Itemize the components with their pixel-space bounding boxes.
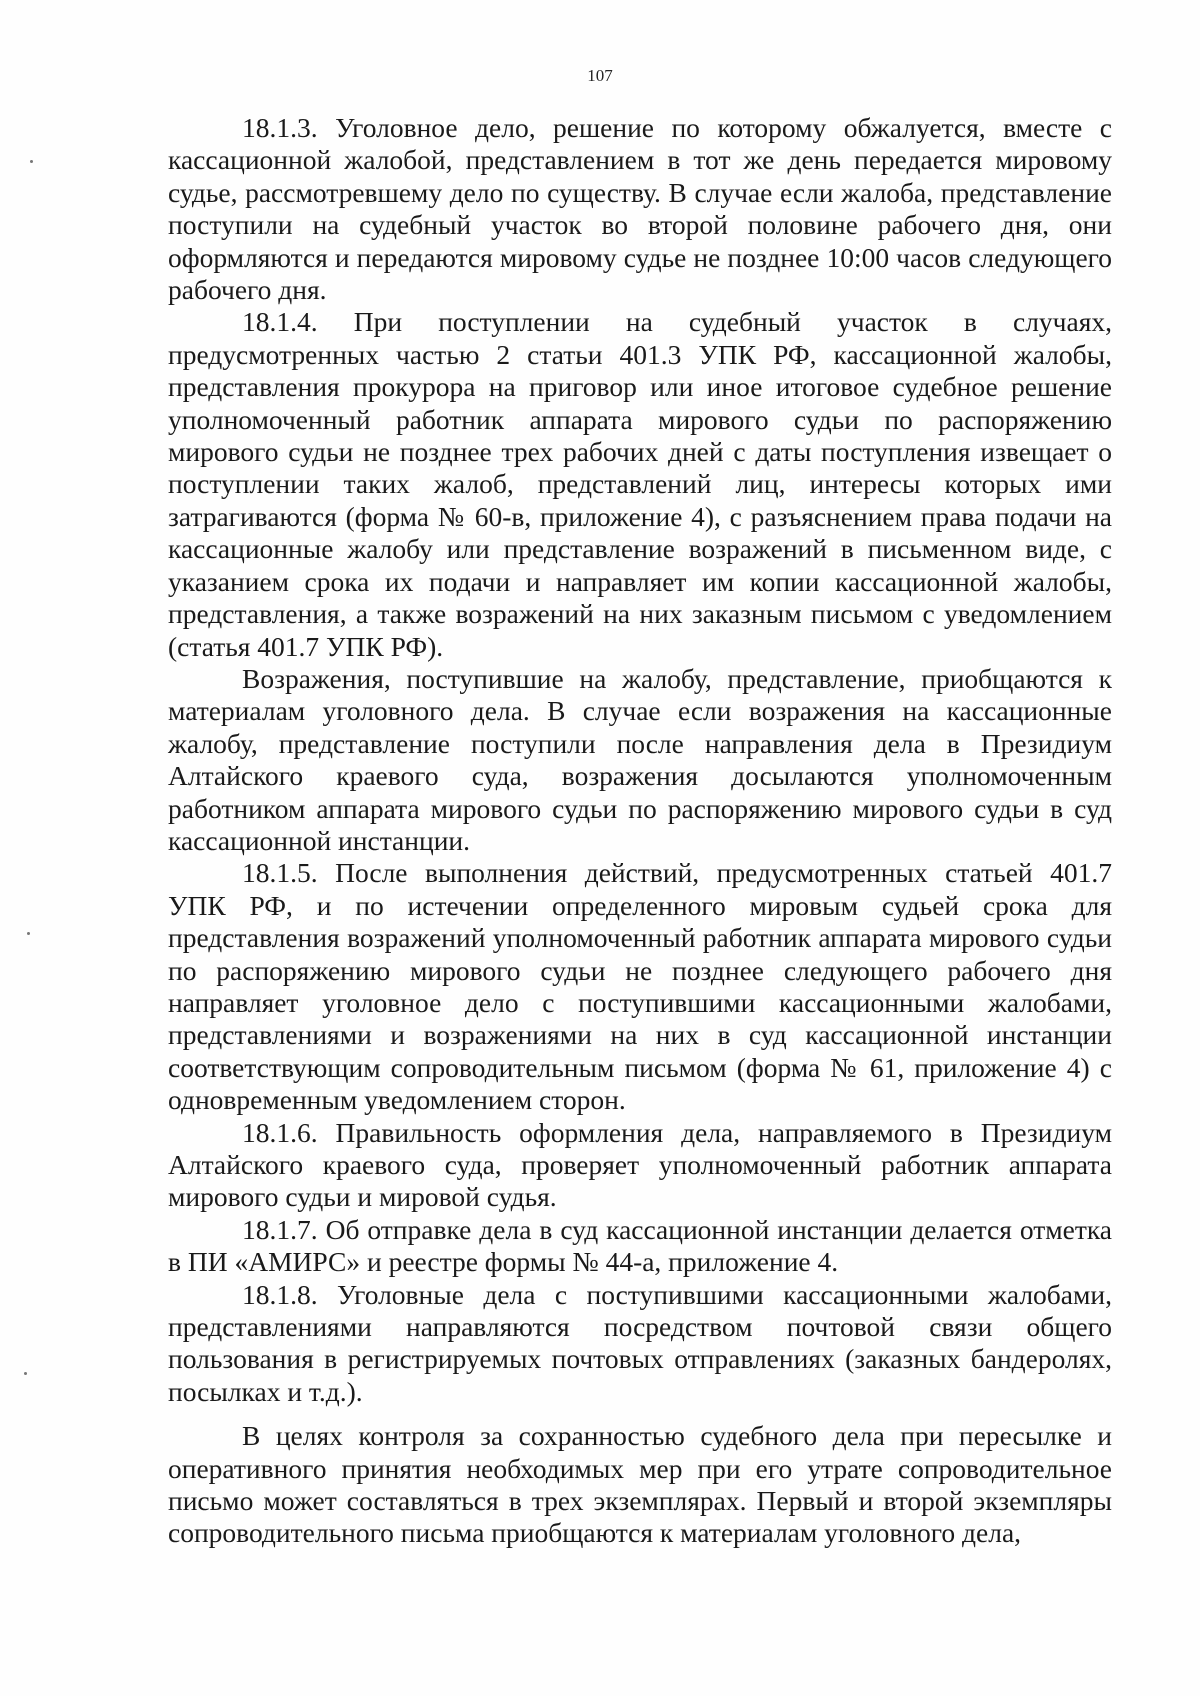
paragraph-18-1-5: 18.1.5. После выполнения действий, предусмотренных статьей 401.7 УПК РФ, и по истечении определенного мировым судьей срока для представления возражений уполномоченный работник аппарата мирового судьи по распоряжению мирового судьи не позднее следующего рабочего дня направляет уголовное дело с поступившими кассационными жалобами, представлениями и возражениями на них в суд кассационной инстанции соответствующим сопроводительным письмом (форма № 61, приложение 4) с одновременным уведомлением сторон. bbox=[168, 857, 1112, 1116]
page-number: 107 bbox=[587, 66, 613, 85]
scan-speck bbox=[30, 160, 33, 163]
paragraph-control: В целях контроля за сохранностью судебного дела при пересылке и оперативного принятия необходимых мер при его утрате сопроводительное письмо может составляться в трех экземплярах. Первый и второй экземпляры сопроводительного письма приобщаются к материалам уголовного дела, bbox=[168, 1420, 1112, 1549]
scan-speck bbox=[27, 932, 30, 935]
paragraph-objections: Возражения, поступившие на жалобу, представление, приобщаются к материалам уголовного дела. В случае если возражения на кассационные жалобу, представление поступили после направления дела в Президиум Алтайского краевого суда, возражения досылаются уполномоченным работником аппарата мирового судьи по распоряжению мирового судьи в суд кассационной инстанции. bbox=[168, 662, 1112, 856]
scan-speck bbox=[24, 1372, 27, 1375]
document-body bbox=[168, 112, 1112, 1550]
paragraph-18-1-3: 18.1.3. Уголовное дело, решение по которому обжалуется, вместе с кассационной жалобой, представлением в тот же день передается мировому судье, рассмотревшему дело по существу. В случае если жалоба, представление поступили на судебный участок во второй половине рабочего дня, они оформляются и передаются мировому судье не позднее 10:00 часов следующего рабочего дня. bbox=[168, 112, 1112, 306]
paragraph-18-1-4: 18.1.4. При поступлении на судебный участок в случаях, предусмотренных частью 2 статьи 401.3 УПК РФ, кассационной жалобы, представления прокурора на приговор или иное итоговое судебное решение уполномоченный работник аппарата мирового судьи по распоряжению мирового судьи не позднее трех рабочих дней с даты поступления извещает о поступлении таких жалоб, представлений лиц, интересы которых ими затрагиваются (форма № 60-в, приложение 4), с разъяснением права подачи на кассационные жалобу или представление возражений в письменном виде, с указанием срока их подачи и направляет им копии кассационной жалобы, представления, а также возражений на них заказным письмом с уведомлением (статья 401.7 УПК РФ). bbox=[168, 306, 1112, 662]
paragraph-18-1-6: 18.1.6. Правильность оформления дела, направляемого в Президиум Алтайского краевого суда, проверяет уполномоченный работник аппарата мирового судьи и мировой судья. bbox=[168, 1116, 1112, 1213]
paragraph-18-1-7: 18.1.7. Об отправке дела в суд кассационной инстанции делается отметка в ПИ «АМИРС» и реестре формы № 44-а, приложение 4. bbox=[168, 1213, 1112, 1278]
paragraph-18-1-8: 18.1.8. Уголовные дела с поступившими кассационными жалобами, представлениями направляются посредством почтовой связи общего пользования в регистрируемых почтовых отправлениях (заказных бандеролях, посылках и т.д.). bbox=[168, 1278, 1112, 1407]
